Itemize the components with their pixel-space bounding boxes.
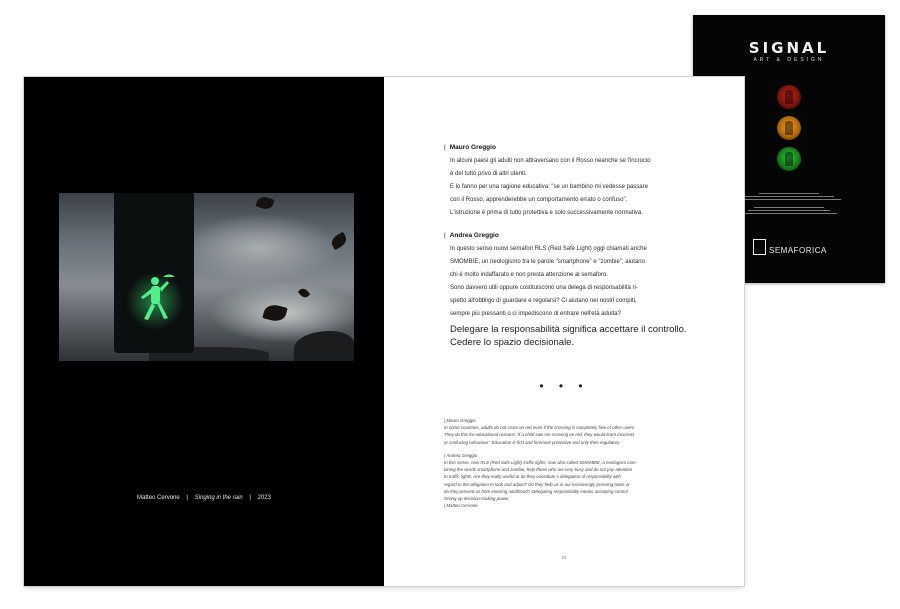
section-author: | Andrea Greggio [444,232,499,239]
publisher-name: SEMAFORICA [769,246,827,255]
caption-title: Singing in the rain [194,495,243,501]
red-light-icon [777,85,801,109]
essay-text [444,144,689,349]
book-spread [24,77,744,586]
section-paragraph: In questo senso nuovi semafori RLS (Red Safe Light) oggi chiamati anche SMOMBIE, un neologismo tra le parole "smartphone" e "zombie", aiutano chi è molto indaffarato e non presta attenzione al semaforo. Sono davvero utili oppure costituiscono una delega di responsabilità ri- spetto all'obbligo di guardare e regolarsi? Ci aiutano nei nostri compiti, sempre più pressanti o ci impediscono di entrare nell'età adulta? [450,246,647,317]
photo-caption: Matteo Cervone | Singing in the rain | 2023 [137,495,271,501]
green-light-icon [777,147,801,171]
section-author: | Mauro Greggio [444,144,496,151]
section-paragraph: In alcuni paesi gli adulti non attraversano con il Rosso neanche se l'incrocio è del tutto privo di altri utenti. E lo fanno per una ragione educativa: "se un bambino mi vedesse passare con il Rosso, apprenderebbe un comportamento errato o confuso". L'istruzione è prima di tutto protettiva e solo successivamente normativa. [450,158,651,216]
pedestrian-walk-signal-icon [137,273,177,329]
traffic-light-photo [59,193,354,361]
cover-blurb [733,191,845,214]
section-divider: • • • [539,379,589,393]
cover-logo-subtitle: ART & DESIGN [753,57,825,63]
traffic-light-icon [777,85,801,178]
amber-light-icon [777,116,801,140]
caption-author: Matteo Cervone [137,495,180,501]
publisher-logo-icon [753,239,766,255]
english-translation: | Mauro Greggio In some countries, adults do not cross on red even if the crossing is completely free of other users They do this for educational reasons: 'if a child saw me crossing on red, they would learn incorrect or confusing behaviour'. Education is first and foremost protective and only then regulatory. | Andrea Greggio In this sense, new RLS (Red Safe Light) traffic lights, now also called SMOMBIE, a neologism com- bining the words smartphone and zombie, help those who are very busy and do not pay attention to traffic lights. Are they really useful or do they constitute a delegation of responsibility with regard to the obligation to look and adjust? Do they help us in our increasingly pressing tasks or do they prevent us from entering adulthood? Delegating responsibility means accepting control Giving up decision-making power. | Matteo Cervone [444,418,638,509]
cover-logo: SIGNAL [748,39,830,57]
right-page [384,77,744,586]
caption-year: 2023 [257,495,271,501]
highlight-quote: Delegare la responsabilità significa accettare il controllo. Cedere lo spazio decisionale. [450,324,687,348]
left-page [24,77,384,586]
page-number: 15 [561,555,567,560]
